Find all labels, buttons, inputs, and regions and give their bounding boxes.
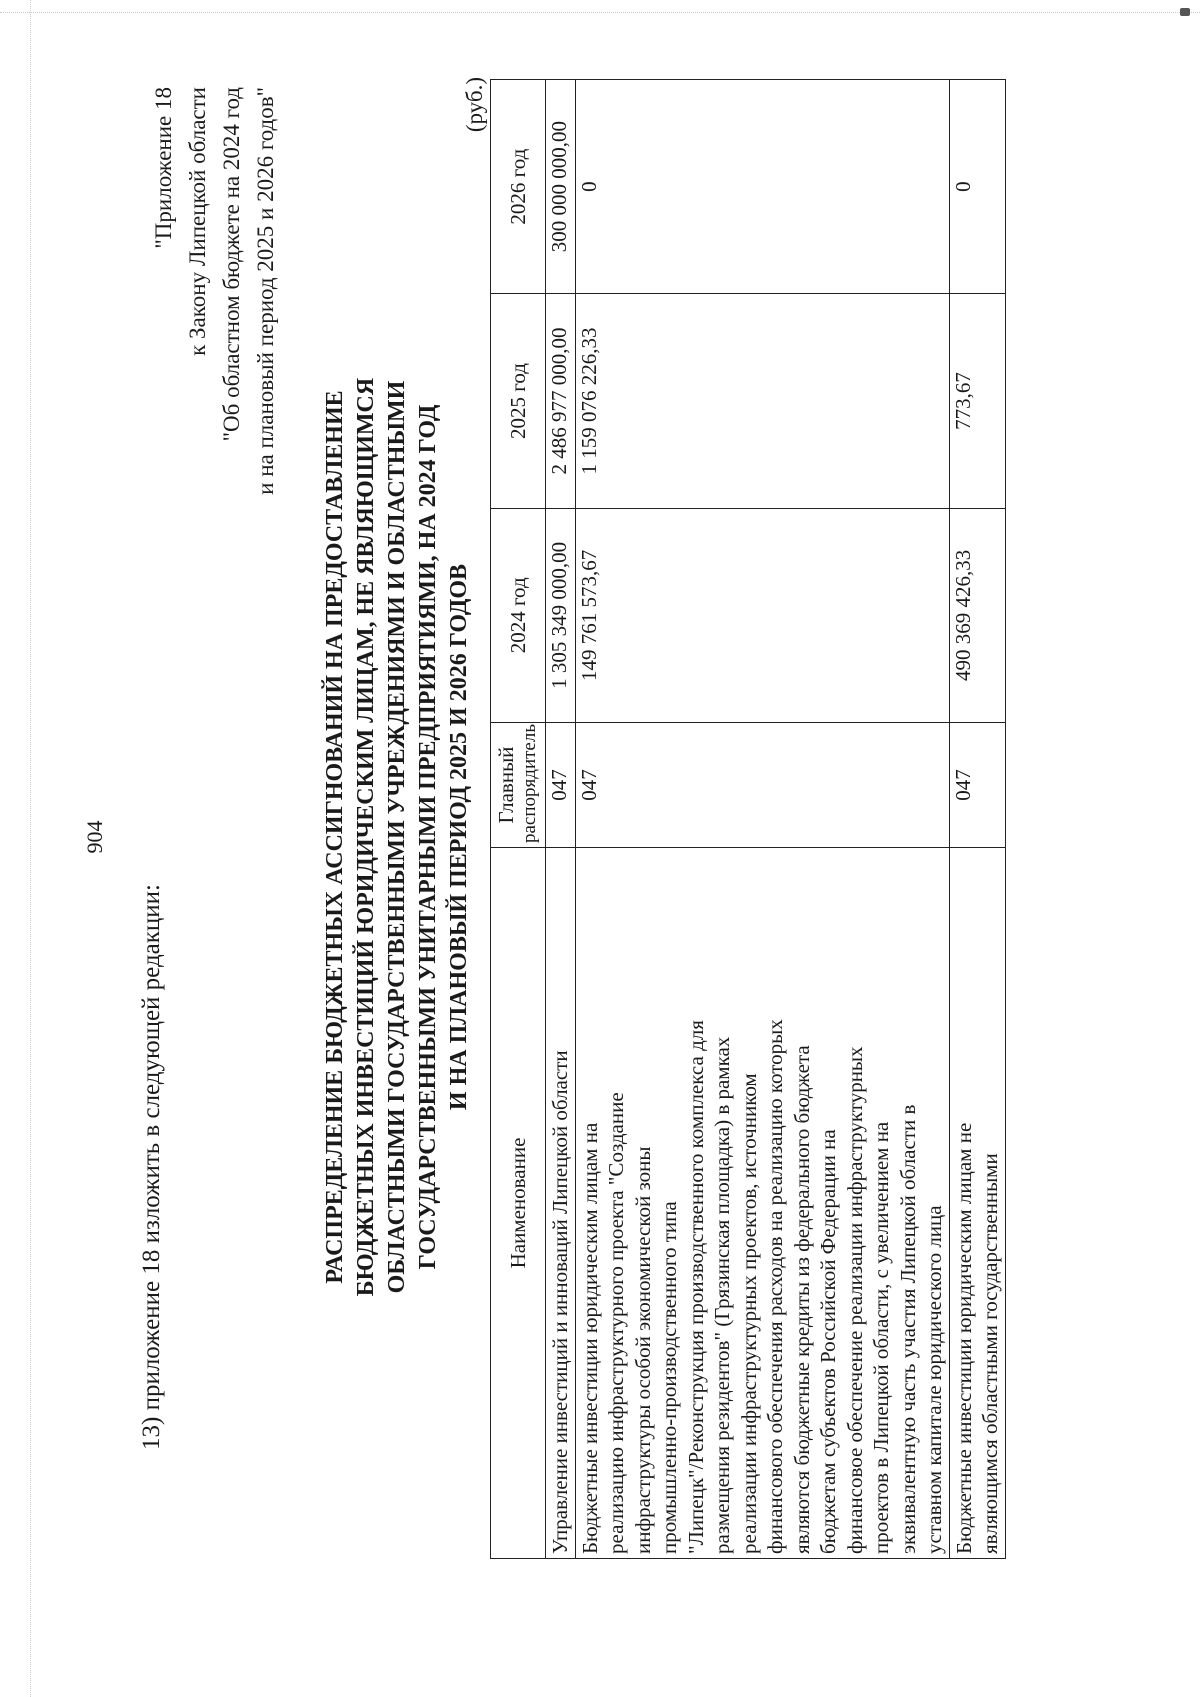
row-2-name-line: являются бюджетные кредиты из федерального бюджета xyxy=(789,1045,814,1554)
row-2-name-line: Бюджетные инвестиции юридическим лицам на xyxy=(577,1122,602,1554)
header-2024: 2024 год xyxy=(491,508,546,722)
appendix-line-3: "Об областном бюджете на 2024 год xyxy=(219,87,244,442)
row-3-name-line: являющимся областными государственными xyxy=(978,1153,1002,1554)
row-3-name xyxy=(949,848,1005,1559)
row-1-name xyxy=(546,848,576,1559)
row-2-name-line: уставном капитале юридического лица xyxy=(922,1205,946,1554)
appendix-line-1: "Приложение 18 xyxy=(151,87,176,249)
row-1-distributor: 047 xyxy=(546,723,576,848)
row-3-name-line: Бюджетные инвестиции юридическим лицам не xyxy=(951,1122,976,1554)
row-3-2025: 773,67 xyxy=(949,294,1005,508)
row-3-2024: 490 369 426,33 xyxy=(949,508,1005,722)
row-2-name-line: промышленно-производственного типа xyxy=(657,1201,681,1554)
page-number: 904 xyxy=(82,820,107,854)
budget-table xyxy=(490,79,1006,1559)
row-3-2026: 0 xyxy=(949,80,1005,294)
row-2-name-line: размещения резидентов" (Грязинская площадка) в рамках xyxy=(710,1036,734,1554)
row-2-name-line: бюджетам субъектов Российской Федерации на xyxy=(816,1129,840,1554)
row-2-name-line: финансовое обеспечение реализации инфраструктурных xyxy=(842,1046,867,1554)
title-line-4: ГОСУДАРСТВЕННЫМИ УНИТАРНЫМИ ПРЕДПРИЯТИЯМИ, НА 2024 ГОД xyxy=(415,404,441,1270)
title-line-2: БЮДЖЕТНЫХ ИНВЕСТИЦИЙ ЮРИДИЧЕСКИМ ЛИЦАМ, НЕ ЯВЛЯЮЩИМСЯ xyxy=(353,377,379,1297)
header-distributor-line-1: Главный xyxy=(494,746,518,824)
row-2-name-line: "Липецк"/Реконструкция производственного комплекса для xyxy=(683,1020,708,1554)
row-2-name-line: реализации инфраструктурных проектов, источником xyxy=(736,1073,761,1554)
header-distributor-line-2: распорядитель xyxy=(519,724,540,843)
row-2-2026: 0 xyxy=(575,80,949,294)
appendix-line-4: и на плановый период 2025 и 2026 годов" xyxy=(253,87,278,495)
units-label: (руб.) xyxy=(462,77,487,133)
row-1-2026: 300 000 000,00 xyxy=(546,80,576,294)
row-2-2025: 1 159 076 226,33 xyxy=(575,294,949,508)
header-name: Наименование xyxy=(491,848,546,1559)
row-2-name-line: финансового обеспечения расходов на реализацию которых xyxy=(763,1019,787,1554)
title-line-3: ОБЛАСТНЫМИ ГОСУДАРСТВЕННЫМИ УЧРЕЖДЕНИЯМИ И ОБЛАСТНЫМИ xyxy=(384,380,410,1294)
table-row xyxy=(546,80,576,1559)
row-2-name-line: реализацию инфраструктурного проекта "Создание xyxy=(604,1092,628,1554)
appendix-line-2: к Закону Липецкой области xyxy=(185,87,210,356)
row-1-2025: 2 486 977 000,00 xyxy=(546,294,576,508)
row-2-2024: 149 761 573,67 xyxy=(575,508,949,722)
appendix-note xyxy=(147,87,283,497)
row-1-2024: 1 305 349 000,00 xyxy=(546,508,576,722)
table-row xyxy=(575,80,949,1559)
row-2-distributor: 047 xyxy=(575,723,949,848)
lead-text: 13) приложение 18 изложить в следующей редакции: xyxy=(138,884,165,1450)
row-3-distributor: 047 xyxy=(949,723,1005,848)
row-1-name-line: Управление инвестиций и инноваций Липецкой области xyxy=(548,1050,572,1554)
title-line-5: И НА ПЛАНОВЫЙ ПЕРИОД 2025 И 2026 ГОДОВ xyxy=(446,563,472,1111)
row-2-name-line: эквивалентную часть участия Липецкой области в xyxy=(895,1104,920,1554)
header-distributor xyxy=(491,723,546,848)
table-header-row xyxy=(491,80,546,1559)
title-line-1: РАСПРЕДЕЛЕНИЕ БЮДЖЕТНЫХ АССИГНОВАНИЙ НА ПРЕДОСТАВЛЕНИЕ xyxy=(322,390,348,1284)
document-title xyxy=(320,277,475,1397)
row-2-name-line: инфраструктуры особой экономической зоны xyxy=(630,1146,655,1554)
table-row xyxy=(949,80,1005,1559)
row-2-name-line: проектов в Липецкой области, с увеличением на xyxy=(869,1121,893,1554)
header-2026: 2026 год xyxy=(491,80,546,294)
row-2-name xyxy=(575,848,949,1559)
header-2025: 2025 год xyxy=(491,294,546,508)
